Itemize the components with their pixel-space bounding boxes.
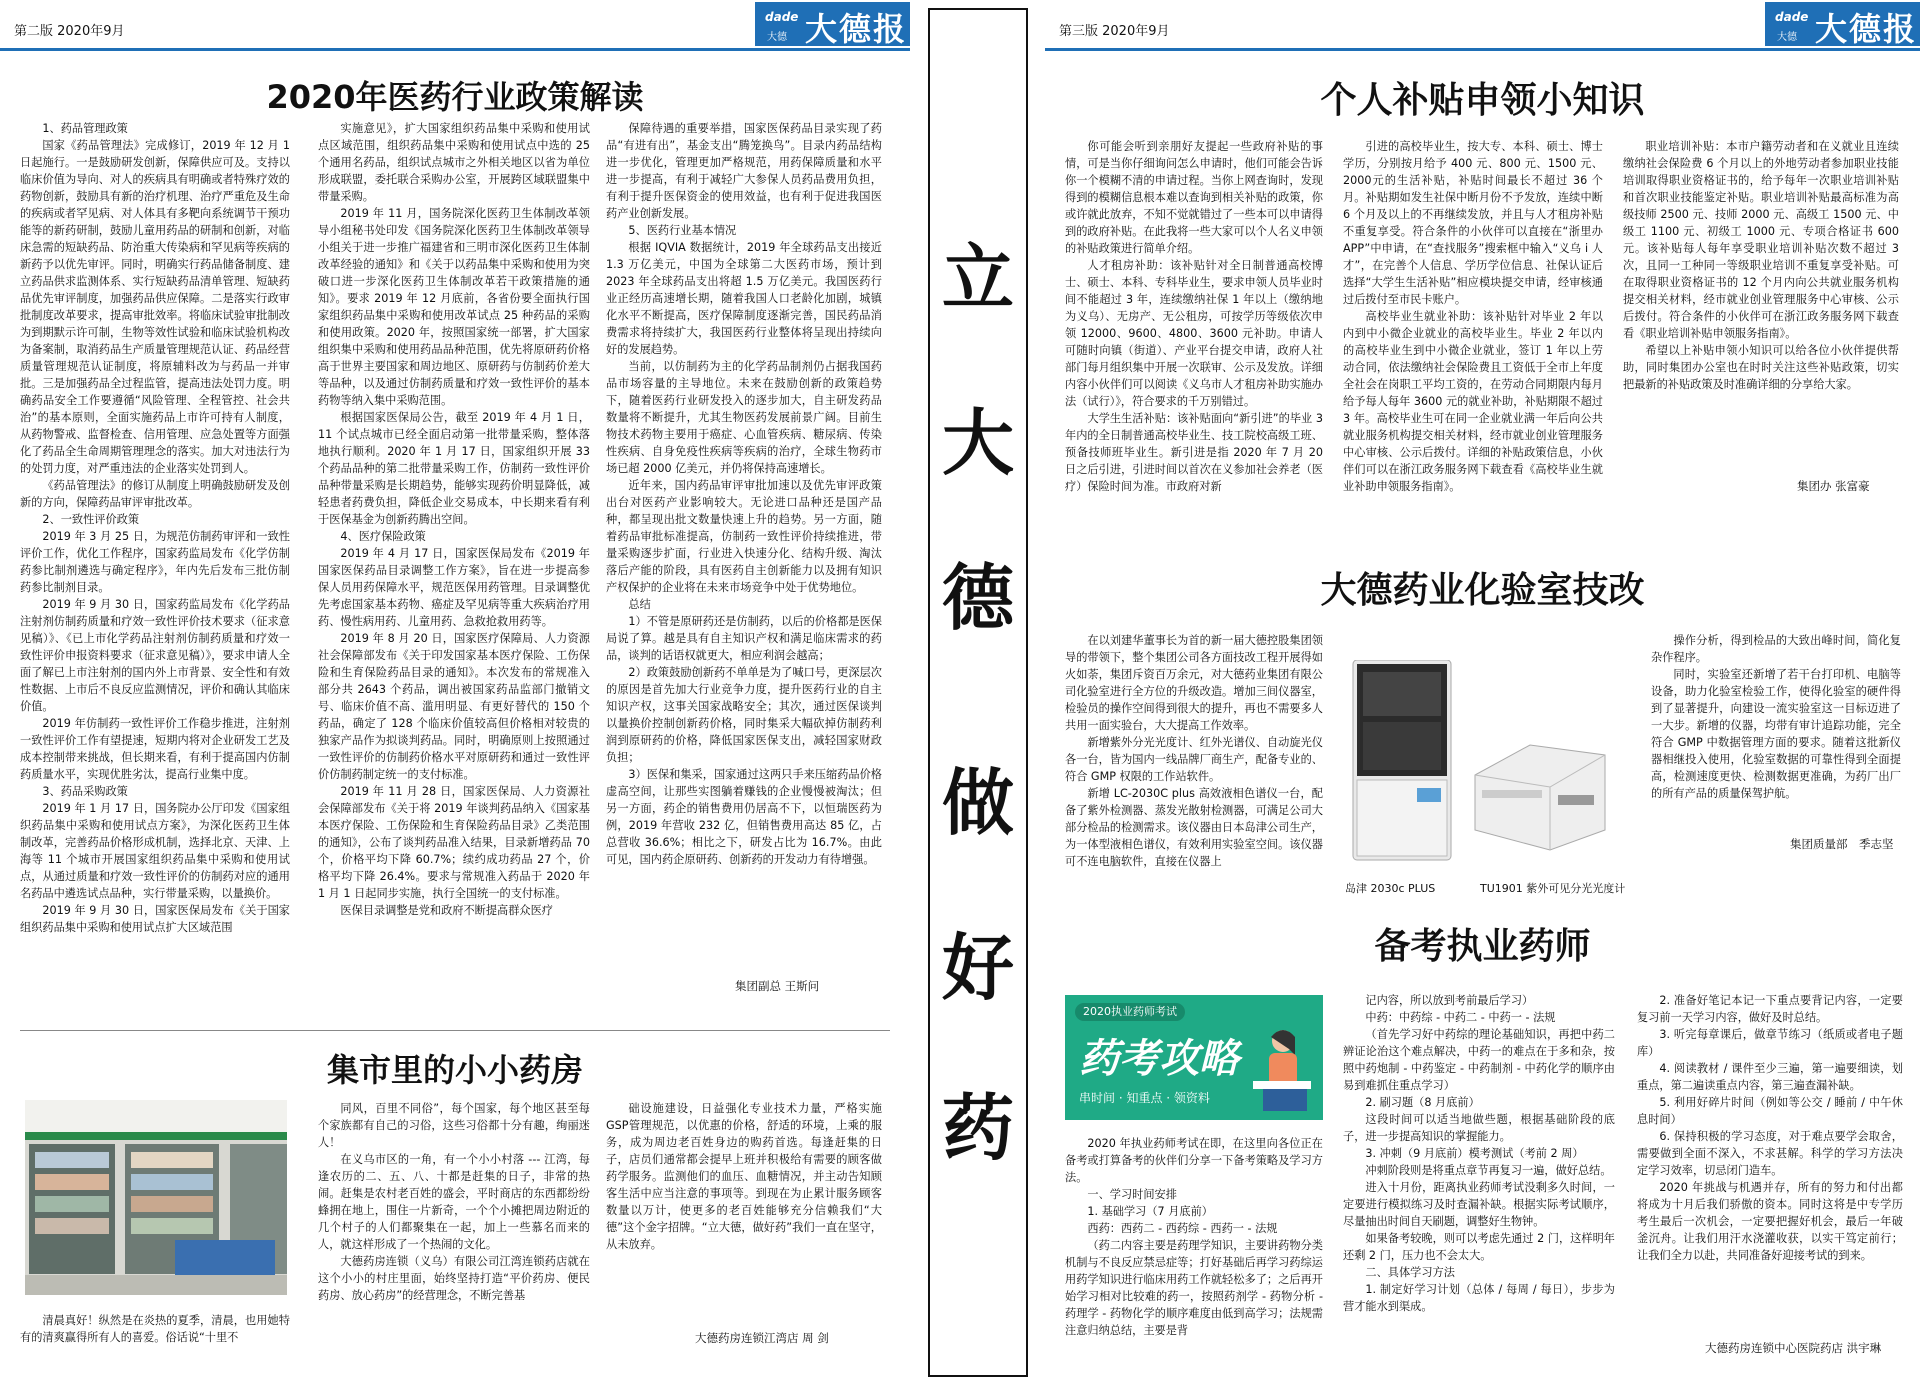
article-title: 备考执业药师 xyxy=(1374,926,1591,967)
paragraph: 二、具体学习方法 xyxy=(1365,1266,1455,1279)
banner-bullets: 串时间 · 知重点 · 领资料 xyxy=(1079,1091,1210,1105)
paragraph: 3）医保和集采，国家通过这两只手来压缩药品价格虚高空间，让那些实图躺着赚钱的企业慢慢被淘汰；但另一方面，药企的销售费用仍居高不下，以恒瑞医药为例，2019 年营收 232 亿，但销售费用高达 85 亿，占总营收 36.6%；相比之下，研发占比为 16.7%。由此可见，国内药企原研药、创新药的开发动力有待增强。 xyxy=(606,768,882,866)
article-column xyxy=(1343,992,1615,1375)
paragraph: 根据国家医保局公告，截至 2019 年 4 月 1 日，11 个试点城市已经全面启动第一批带量采购，整体落地执行顺利。2020 年 1 月 17 日，国家组织开展 33 个药品品种的第二批带量采购工作，仿制药一致性评价品种带量采购是长期趋势，能够实现药价明显降低，减轻患者药费负担，降低企业交易成本，中长期来看有利于医保基金为创新药腾出空间。 xyxy=(318,411,590,526)
slogan-banner xyxy=(928,8,1028,1377)
paragraph: 2019 年 9 月 30 日，国家药监局发布《化学药品注射剂仿制药质量和疗效一致性评价技术要求（征求意见稿）》、《已上市化学药品注射剂仿制药质量和疗效一致性评价申报资料要求（征求意见稿）》，要求申请人全面了解已上市注射剂的国内外上市背景、安全性和有效性数据、上市后不良反应监测情况，评价和确认其临床价值。 xyxy=(20,598,290,713)
logo-title: 大德报 xyxy=(1815,10,1918,48)
paragraph: 2020 年挑战与机遇并存，所有的努力和付出都将成为十月后我们骄傲的资本。同时这将是中专学历考生最后一次机会，一定要把握好机会，最后一年破釜沉舟。让我们用汗水浇灌收获，以实干笃定前行；让我们全力以赴，共同准备好迎接考试的到来。 xyxy=(1637,1181,1903,1262)
paragraph: 如果备考较晚，则可以考虑先通过 2 门，这样明年还剩 2 门，压力也不会太大。 xyxy=(1343,1232,1615,1262)
image-caption: 岛津 2030c PLUS xyxy=(1345,882,1436,895)
paragraph: 记内容，所以放到考前最后学习） xyxy=(1365,994,1534,1007)
article-column xyxy=(20,1312,290,1372)
spectrophotometer-image xyxy=(1470,735,1610,855)
paragraph: （药二内容主要是药理学知识，主要讲药物分类机制与不良反应禁忌症等；打好基础后再学习药综运用药学知识进行临床用药工作就轻松多了；之后再开始学习相对比较难的药一，按照药剂学 - 药物分析 - 药理学 - 药物化学的顺序难度由低到高学习；法规需注意归纳总结，主要是背 xyxy=(1065,1239,1323,1337)
paragraph: 在以刘建华董事长为首的新一届大德控股集团领导的带领下，整个集团公司各方面技改工程开展得如火如荼，集团斥资百万余元，对大德药业集团有限公司化验室进行全方位的升级改造。增加三间仪器室，检验员的操作空间得到很大的提升，再也不需要多人共用一面实验台，大大提高工作效率。 xyxy=(1065,634,1323,732)
article-title: 集市里的小小药房 xyxy=(326,1051,583,1089)
paragraph: 1）不管是原研药还是仿制药，以后的价格都是医保局说了算。越是具有自主知识产权和满足临床需求的药品，谈判的话语权就更大，相应利润会越高； xyxy=(606,615,882,662)
page-edition-label: 第三版 2020年9月 xyxy=(1059,24,1170,39)
paragraph: 冲刺阶段则是将重点章节再复习一遍，做好总结。 xyxy=(1365,1164,1612,1177)
hplc-illustration xyxy=(1343,660,1461,865)
article-column xyxy=(318,1100,590,1375)
article-column xyxy=(606,1100,882,1320)
article-signature: 集团办 张富豪 xyxy=(1797,479,1870,493)
paragraph: 进入十月份，距离执业药师考试没剩多久时间，一定要进行模拟练习及时查漏补缺。根据实际考试顺序，尽量抽出时间自天刷题，调整好生物钟。 xyxy=(1343,1181,1615,1228)
paragraph: 清晨真好！纵然是在炎热的夏季，清晨，也用她特有的清爽赢得所有人的喜爱。俗话说“十里不 xyxy=(20,1314,290,1344)
paragraph: 4. 阅读教材 / 课件至少三遍，第一遍要细读，划重点，第二遍读重点内容，第三遍查漏补缺。 xyxy=(1637,1062,1903,1092)
page-edition-label: 第二版 2020年9月 xyxy=(14,24,125,39)
paragraph: 在义乌市区的一角，有一个小小村落 --- 江湾，每逢农历的二、五、八、十都是赶集的日子，非常的热闹。赶集是农村老百姓的盛会，平时商店的东西都纷纷蜂拥在地上，围住一片新奇，一个个小摊把周边附近的几个村子的人们都聚集在一起，加上一些慕名而来的人，就这样形成了一个热闹的文化。 xyxy=(318,1153,590,1251)
paragraph: 2019 年 3 月 25 日，为规范仿制药审评和一致性评价工作，优化工作程序，国家药监局发布《化学仿制药参比制剂遴选与确定程序》，年内先后发布三批仿制药参比制剂目录。 xyxy=(20,530,290,594)
paragraph: 保障待遇的重要举措，国家医保药品目录实现了药品“有进有出”，基金支出“腾笼换鸟”。目录内药品结构进一步优化，管理更加严格规范，用药保障质量和水平进一步提高，有利于减轻广大参保人员药品费用负担，有利于提升医保资金的使用效益，也有利于促进我国医药产业创新发展。 xyxy=(606,122,882,220)
page-two xyxy=(0,0,910,1381)
paragraph: 近年来，国内药品审评审批加速以及优先审评政策出台对医药产业影响较大。无论进口品种还是国产品种，都呈现出批文数量快速上升的趋势。另一方面，随着药品审批标准提高，仿制药一致性评价持续推进，带量采购逐步扩面，行业进入快速分化、结构升级、淘汰落后产能的阶段，具有医药自主创新能力以及拥有知识产权保护的企业将在未来市场竞争中处于优势地位。 xyxy=(606,479,882,594)
article-column xyxy=(1343,138,1603,558)
exam-guide-banner xyxy=(1065,995,1323,1120)
article-column xyxy=(318,120,590,1020)
paragraph: 大学生生活补贴：该补贴面向“新引进”的毕业 3 年内的全日制普通高校毕业生、技工院校高级工班、预备技师班毕业生。新引进是指 2020 年 7 月 20 日之后引进，引进时间以首次在义参加社会养老（医疗）保险时间为准。市政府对新 xyxy=(1065,412,1323,493)
paragraph: 一、学习时间安排 xyxy=(1087,1188,1177,1201)
logo-en: dade xyxy=(765,10,799,24)
paragraph: 新增紫外分光光度计、红外光谱仪、自动旋光仪各一台，皆为国内一线品牌厂商生产，配备专业的、符合 GMP 权限的工作站软件。 xyxy=(1065,736,1323,783)
paragraph: 中药：中药综 - 中药二 - 中药一 - 法规 xyxy=(1365,1011,1556,1024)
paragraph: 2019 年 11 月，国务院深化医药卫生体制改革领导小组秘书处印发《国务院深化医药卫生体制改革领导小组关于进一步推广福建省和三明市深化医药卫生体制改革经验的通知》和《关于以药品集中采购和使用为突破口进一步深化医药卫生体制改革若干政策措施的通知》。要求 2019 年 12 月底前，各省份要全面执行国家组织药品集中采购和使用改革试点 25 种药品的采购和使用政策。2020 年，按照国家统一部署，扩大国家组织集中采购和使用药品品种范围，优先将原研药价格高于世界主要国家和周边地区、原研药与仿制药价差大等品种，以及通过仿制药质量和疗效一致性评价的基本药物等纳入集中采购范围。 xyxy=(318,207,590,407)
paragraph: 医保目录调整是党和政府不断提高群众医疗 xyxy=(340,904,553,917)
paragraph: 2019 年 1 月 17 日，国务院办公厅印发《国家组织药品集中采购和使用试点方案》，为深化医药卫生体制改革，完善药品价格形成机制，选择北京、天津、上海等 11 个城市开展国家组织药品集中采购和使用试点，从通过质量和疗效一致性评价的仿制药对应的通用名药品中遴选试点品种，实行带量采购，以量换价。 xyxy=(20,802,290,900)
paragraph: 国家《药品管理法》完成修订，2019 年 12 月 1 日起施行。一是鼓励研发创新，保障供应可及。支持以临床价值为导向、对人的疾病具有明确或者特殊疗效的药物创新，鼓励具有新的治疗机理、治疗严重危及生命的疾病或者罕见病、对人体具有多靶向系统调节干预功能等的新药研制，鼓励儿童用药品的研制和创新，对临床急需的短缺药品、防治重大传染病和罕见病等疾病的新药予以优先审评。同时，明确实行药品储备制度、建立药品供求监测体系、实行短缺药品清单管理、短缺药品优先审评制度，加强药品供应保障。二是落实行政审批制度改革要求，提高审批效率。将临床试验审批制改为到期默示许可制，生物等效性试验和临床试验机构改为备案制，取消药品生产质量管理规范认证、药品经营质量管理规范认证制度，将原辅料改为与药品一并审批。三是加强药品全过程监管，提高违法处罚力度。明确药品安全工作要遵循“风险管理、全程管控、社会共治”的基本原则，全面实施药品上市许可持有人制度，从药物警戒、监督检查、信用管理、应急处置等方面强化了药品全生命周期管理理念的落实。加大对违法行为的处罚力度，对严重违法的企业落实处罚到人。 xyxy=(20,139,290,475)
pharmacy-photo xyxy=(25,1100,287,1295)
article-title: 2020年医药行业政策解读 xyxy=(266,78,644,116)
logo-title: 大德报 xyxy=(805,10,908,48)
paragraph: 2019 年 4 月 17 日，国家医保局发布《2019 年国家医保药品目录调整工作方案》，旨在进一步提高参保人员用药保障水平，规范医保用药管理。目录调整优先考虑国家基本药物、癌症及罕见病等重大疾病治疗用药、慢性病用药、儿童用药、急救抢救用药等。 xyxy=(318,547,590,628)
paragraph: 同风，百里不同俗”，每个国家，每个地区甚至每个家族都有自己的习俗，这些习俗都十分有趣，绚丽迷人！ xyxy=(318,1102,590,1149)
paragraph: 2019 年 11 月 28 日，国家医保局、人力资源社会保障部发布《关于将 2019 年谈判药品纳入《国家基本医疗保险、工伤保险和生育保险药品目录》乙类范围的通知》，公布了谈判药品准入结果，目录新增药品 70 个，价格平均下降 60.7%；续约成功药品 27 个，价格平均下降 26.4%。要求与常规准入药品于 2020 年 1 月 1 日起同步实施，执行全国统一的支付标准。 xyxy=(318,785,590,900)
paragraph: 西药：西药二 - 西药综 - 西药一 - 法规 xyxy=(1087,1222,1278,1235)
student-illustration xyxy=(1243,1025,1321,1115)
slogan-char: 好 xyxy=(941,925,1014,1010)
paragraph: 当前，以仿制药为主的化学药品制剂仍占据我国药品市场容量的主导地位。未来在鼓励创新的政策趋势下，随着医药行业研发投入的逐步加大，自主研发药品数量将不断提升，尤其生物医药发展前景广阔。目前生物技术药物主要用于癌症、心血管疾病、糖尿病、传染性疾病、自身免疫性疾病等疾病的治疗，全球生物药市场已超 2000 亿美元，并仍将保持高速增长。 xyxy=(606,360,882,475)
paragraph: 2. 刷习题（8 月底前） xyxy=(1365,1096,1480,1109)
article-signature: 大德药房连锁中心医院药店 洪宇琳 xyxy=(1705,1341,1882,1355)
paragraph: 3. 冲刺（9 月底前）模考测试（考前 2 周） xyxy=(1365,1147,1584,1160)
slogan-char: 做 xyxy=(941,760,1014,845)
paragraph: 引进的高校毕业生，按大专、本科、硕士、博士学历，分别按月给予 400 元、800 元、1500 元、2000元的生活补贴，补贴时间最长不超过 36 个月。补贴期如发生社保中断月份不予发放，连续中断 6 个月及以上的不再继续发放，并且与人才租房补贴不重复享受。符合条件的小伙伴可以直接在“浙里办 APP”中申请，在“查找服务”搜索框中输入“义乌 i 人才”，在完善个人信息、学历学位信息、社保认证后选择“大学生生活补贴”相应模块提交申请，经审核通过后拨付至市民卡账户。 xyxy=(1343,140,1603,306)
article-column xyxy=(1623,138,1899,458)
hplc-instrument-image xyxy=(1343,660,1461,865)
paragraph: 5. 利用好碎片时间（例如等公交 / 睡前 / 中午休息时间） xyxy=(1637,1096,1903,1126)
article-title: 大德药业化验室技改 xyxy=(1320,570,1645,611)
slogan-char: 德 xyxy=(941,555,1014,640)
article-signature: 集团副总 王斯问 xyxy=(735,979,820,993)
paragraph: 根据 IQVIA 数据统计，2019 年全球药品支出接近 1.3 万亿美元，中国为全球第二大医药市场，预计到 2023 年全球药品支出将超 1.5 万亿美元。我国医药行业正经历高速增长期，随着我国人口老龄化加剧，城镇化水平不断提高，医疗保障制度逐渐完善，国民药品消费需求将持续扩大，我国医药行业整体将呈现出持续向好的发展趋势。 xyxy=(606,241,882,356)
article-column xyxy=(1637,992,1903,1317)
paragraph: 础设施建设，日益强化专业技术力量，严格实施GSP管理规范，以优惠的价格，舒适的环境，上乘的服务，成为周边老百姓身边的购药首选。每逢赶集的日子，店员们通常都会提早上班并积极给有需要的顾客做药学服务。监测他们的血压、血糖情况，并主动告知顾客生活中应当注意的事项等。到现在为止累计服务顾客数量以万计，使更多的老百姓能够充分信赖我们“大德”这个金字招牌。“立大德，做好药”我们一直在坚守，从未放弃。 xyxy=(606,1102,882,1251)
article-column xyxy=(1651,632,1901,832)
newspaper-logo xyxy=(1765,2,1920,46)
spectrophotometer-illustration xyxy=(1470,735,1610,855)
slogan-char: 大 xyxy=(941,400,1014,485)
article-column xyxy=(1065,632,1323,900)
image-caption: TU1901 紫外可见分光光度计 xyxy=(1480,882,1626,895)
article-column xyxy=(20,120,290,1020)
paragraph: 1. 基础学习（7 月底前） xyxy=(1087,1205,1213,1218)
article-signature: 大德药房连锁江湾店 周 剑 xyxy=(695,1331,829,1345)
pharmacy-illustration xyxy=(25,1100,287,1295)
paragraph: 你可能会听到亲朋好友提起一些政府补贴的事情，可是当你仔细询问怎么申请时，他们可能会告诉你一个模糊不清的申请过程。当你上网查询时，发现得到的模糊信息根本难以查询到相关补贴的政策，你或许就此放弃，不知不觉就错过了一些本可以申请得到的政府补贴。在此我将一些大家可以个人名义申领的补贴政策进行简单介绍。 xyxy=(1065,140,1323,255)
banner-title: 药考攻略 xyxy=(1079,1036,1239,1082)
paragraph: 6. 保持积极的学习态度，对于难点要学会取舍，需要做到全面不深入，不求甚解。科学的学习方法决定学习效率，切忌闭门造车。 xyxy=(1637,1130,1903,1177)
article-title: 个人补贴申领小知识 xyxy=(1320,80,1645,121)
logo-small: 大德 xyxy=(767,32,787,43)
paragraph: 实施意见》，扩大国家组织药品集中采购和使用试点区域范围，组织药品集中采购和使用试点中选的 25 个通用名药品，组织试点城市之外相关地区以省为单位形成联盟，委托联合采购办公室，开展跨区域联盟集中带量采购。 xyxy=(318,122,590,203)
paragraph: 操作分析，得到检品的大致出峰时间，简化复杂作程序。 xyxy=(1651,634,1901,664)
paragraph: 人才租房补助：该补贴针对全日制普通高校博士、硕士、本科、专科毕业生，要求申领人员毕业时间不能超过 3 年，连续缴纳社保 1 年以上（缴纳地为义乌）、无房产、无公租房，可按学历等级依次申领 12000、9600、4800、3600 元补助。申请人可随时向镇（街道）、产业平台提交申请，政府人社部门每月组织集中开展一次联审、公示及发放。详细内容小伙伴们可以阅读《义乌市人才租房补助实施办法（试行）》，符合要求的千万别错过。 xyxy=(1065,259,1323,408)
paragraph: （首先学习好中药综的理论基础知识，再把中药二辨证论治这个难点解决，中药一的难点在于多和杂，按照中药炮制 - 中药鉴定 - 中药制剂 - 中药化学的顺序由易到难抓住重点学习） xyxy=(1343,1028,1615,1092)
paragraph: 2019 年 8 月 20 日，国家医疗保障局、人力资源社会保障部发布《关于印发国家基本医疗保险、工伤保险和生育保险药品目录的通知》。本次发布的常规准入部分共 2643 个药品，调出被国家药品监部门撤销文号、临床价值不高、滥用明显、有更好替代的 150 个药品，确定了 128 个临床价值较高但价格相对较贵的独家产品作为拟谈判药品。同时，明确原则上按照通过一致性评价的仿制药价格水平对原研药和通过一致性评价仿制药制定统一的支付标准。 xyxy=(318,632,590,781)
logo-en: dade xyxy=(1775,10,1809,24)
slogan-char: 立 xyxy=(941,235,1014,320)
paragraph: 1. 制定好学习计划（总体 / 每周 / 每日），步步为营才能水到渠成。 xyxy=(1343,1283,1615,1313)
paragraph: 希望以上补贴申领小知识可以给各位小伙伴提供帮助，同时集团办公室也在时时关注这些补贴政策，切实把最新的补贴政策及时准确详细的分享给大家。 xyxy=(1623,344,1899,391)
section-divider xyxy=(20,1030,890,1031)
paragraph: 同时，实验室还新增了若干台打印机、电脑等设备，助力化验室检验工作，使得化验室的硬件得到了显著提升，向建设一流实验室这一目标迈进了一大步。新增的仪器，均带有审计追踪功能，完全符合 GMP 中数据管理方面的要求。随着这批新仪器相继投入使用，化验室数据的可靠性得到全面提高，检测速度更快、检测数据更准确，为药厂出厂的所有产品的质量保驾护航。 xyxy=(1651,668,1901,800)
paragraph: 这段时间可以适当地做些题，根据基础阶段的底子，进一步提高知识的掌握能力。 xyxy=(1343,1113,1615,1143)
newspaper-logo xyxy=(755,2,910,46)
paragraph: 5、医药行业基本情况 xyxy=(628,224,737,237)
paragraph: 高校毕业生就业补助：该补贴针对毕业 2 年以内到中小微企业就业的高校毕业生。毕业 2 年以内的高校毕业生到中小微企业就业，签订 1 年以上劳动合同，依法缴纳社会保险费且工资低于全市上年度全社会在岗职工平均工资的，在劳动合同期限内每月给予每人每年 3600 元的就业补助，补贴期限不超过 3 年。高校毕业生可在同一企业就业满一年后向公共就业服务机构提交相关材料，经市就业创业管理服务中心审核、公示后拨付。详细的补贴政策信息，小伙伴们可以在浙江政务服务网下载查看《高校毕业生就业补助申领服务指南》。 xyxy=(1343,310,1603,493)
article-column xyxy=(1065,1135,1323,1375)
paragraph: 2. 准备好笔记本记一下重点要背记内容，一定要复习前一天学习内容，做好及时总结。 xyxy=(1637,994,1903,1024)
paragraph: 2020 年执业药师考试在即，在这里向各位正在备考或打算备考的伙伴们分享一下备考策略及学习方法。 xyxy=(1065,1137,1323,1184)
page-header xyxy=(0,0,910,51)
paragraph: 2019 年仿制药一致性评价工作稳步推进，注射剂一致性评价工作有望提速，短期内将对企业研发工艺及成本控制带来挑战，但长期来看，有利于提高国内仿制药质量水平，实现优胜劣汰，提高行业集中度。 xyxy=(20,717,290,781)
paragraph: 2019 年 9 月 30 日，国家医保局发布《关于国家组织药品集中采购和使用试点扩大区域范围 xyxy=(20,904,290,934)
center-gutter xyxy=(910,0,1045,1381)
paragraph: 1、药品管理政策 xyxy=(42,122,128,135)
banner-label: 2020执业药师考试 xyxy=(1075,1003,1185,1021)
article-column xyxy=(1065,138,1323,558)
article-signature: 集团质量部 季志坚 xyxy=(1790,837,1894,851)
paragraph: 2）政策鼓励创新药不单单是为了喊口号，更深层次的原因是首先加大行业竞争力度，提升医药行业的自主知识产权，这事关国家战略安全；其次，通过医保谈判以量换价控制创新药价格，同时集采大幅砍掉仿制药利润到原研药的价格，降低国家医保支出，减轻国家财政负担； xyxy=(606,666,882,764)
paragraph: 《药品管理法》的修订从制度上明确鼓励研发及创新的方向，保障药品审评审批改革。 xyxy=(20,479,290,509)
paragraph: 3、药品采购政策 xyxy=(42,785,128,798)
paragraph: 3. 听完每章课后，做章节练习（纸质或者电子题库） xyxy=(1637,1028,1903,1058)
article-column xyxy=(606,120,882,960)
paragraph: 职业培训补贴：本市户籍劳动者和在义就业且连续缴纳社会保险费 6 个月以上的外地劳动者参加职业技能培训取得职业资格证书的，给予每年一次职业培训补贴和首次职业技能鉴定补贴。职业培训补贴最高标准为高级技师 2500 元、技师 2000 元、高级工 1500 元、中级工 1100 元、初级工 1000 元、专项合格证书 600 元。该补贴每人每年享受职业培训补贴次数不超过 3 次，且同一工种同一等级职业培训不重复享受补贴。可在取得职业资格证书的 12 个月内向公共就业服务机构提交相关材料，经市就业创业管理服务中心审核、公示后拨付。符合条件的小伙伴可在浙江政务服务网下载查看《职业培训补贴申领服务指南》。 xyxy=(1623,140,1899,340)
logo-small: 大德 xyxy=(1777,32,1797,43)
slogan-char: 药 xyxy=(941,1085,1014,1170)
paragraph: 4、医疗保险政策 xyxy=(340,530,426,543)
paragraph: 总结 xyxy=(628,598,651,611)
paragraph: 大德药房连锁（义乌）有限公司江湾连锁药店就在这个小小的村庄里面，始终坚持打造“平价药房、便民药房、放心药房”的经营理念，不断完善基 xyxy=(318,1255,590,1302)
paragraph: 2、一致性评价政策 xyxy=(42,513,140,526)
paragraph: 新增 LC-2030C plus 高效液相色谱仪一台，配备了紫外检测器、蒸发光散射检测器，可满足公司大部分检品的检测需求。该仪器由日本岛津公司生产，为一体型液相色谱仪，有效利用实验室空间。该仪器可不连电脑软件，直接在仪器上 xyxy=(1065,787,1323,868)
page-three xyxy=(1045,0,1920,1381)
page-header xyxy=(1045,0,1920,51)
